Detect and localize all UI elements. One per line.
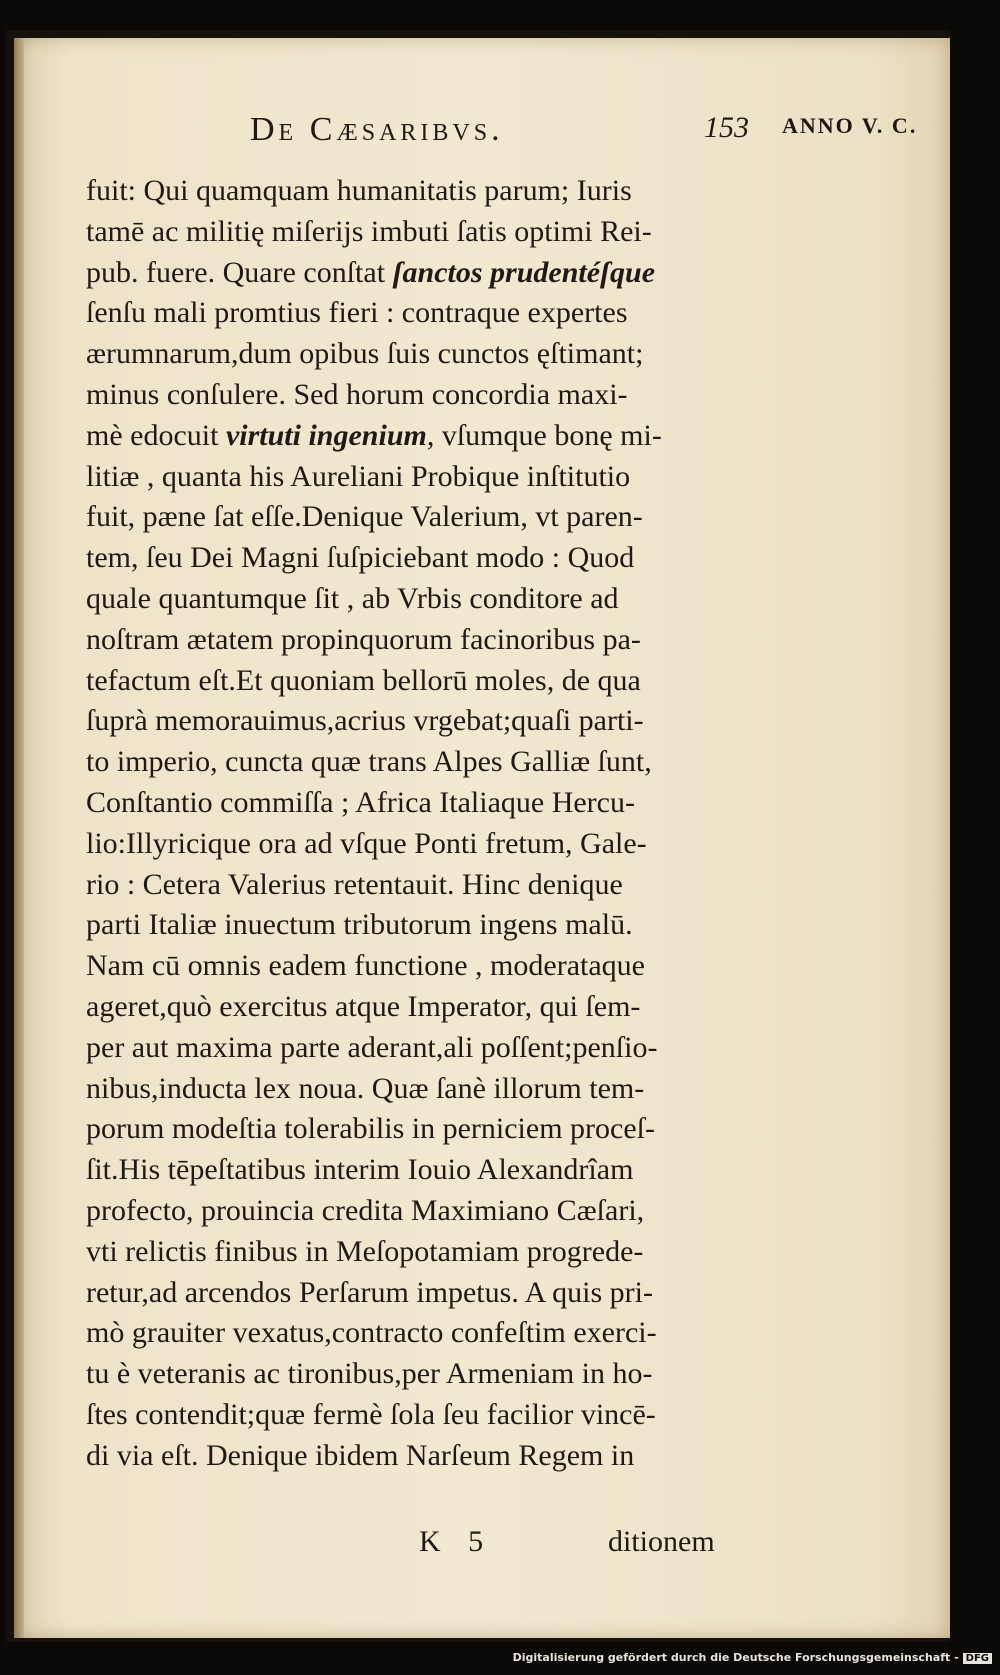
- digitization-credit: [513, 1651, 992, 1664]
- margin-note: ANNO V. C.: [782, 113, 918, 138]
- line-text: ſuprà memorauimus,acrius vrgebat;quaſi parti-: [86, 704, 644, 738]
- line-text: ageret,quò exercitus atque Imperator, qui ſem-: [86, 989, 641, 1023]
- text-line: [86, 905, 806, 946]
- text-line: [86, 1395, 806, 1436]
- line-text: litiæ , quanta his Aureliani Probique inſtitutio: [86, 459, 631, 493]
- line-text: mè edocuit: [86, 418, 226, 452]
- text-line: [86, 212, 806, 253]
- line-text: lio:Illyricique ora ad vſque Ponti fretum, Gale-: [86, 826, 647, 860]
- text-line: [86, 661, 806, 702]
- catchword: ditionem: [608, 1525, 715, 1558]
- text-line: [86, 987, 806, 1028]
- text-line: [86, 334, 806, 375]
- line-text: tem, ſeu Dei Magni ſuſpiciebant modo : Quod: [86, 541, 635, 575]
- page-footer: [14, 1525, 950, 1565]
- text-line: [86, 946, 806, 987]
- dfg-logo: DFG: [963, 1653, 992, 1664]
- text-line: [86, 497, 806, 538]
- line-text: pub. fuere. Quare conſtat: [86, 255, 393, 289]
- text-line: [86, 253, 806, 294]
- line-text: porum modeſtia tolerabilis in perniciem proceſ-: [86, 1112, 655, 1146]
- text-line: [86, 293, 806, 334]
- body-text: [86, 171, 806, 1477]
- page-number: 153: [704, 111, 749, 144]
- line-text: per aut maxima parte aderant,ali poſſent;penſio-: [86, 1030, 658, 1064]
- text-line: [86, 579, 806, 620]
- line-text: ærumnarum,dum opibus ſuis cunctos ęſtimant;: [86, 337, 644, 371]
- line-text: ſenſu mali promtius fieri : contraque expertes: [86, 296, 628, 330]
- text-line: [86, 701, 806, 742]
- italic-emphasis: virtuti ingenium: [225, 418, 427, 452]
- text-line: [86, 1354, 806, 1395]
- text-line: [86, 1150, 806, 1191]
- text-line: [86, 1232, 806, 1273]
- line-text: ſit.His tēpeſtatibus interim Iouio Alexandrîam: [86, 1153, 634, 1187]
- line-text: fuit, pæne ſat eſſe.Denique Valerium, vt paren-: [86, 500, 643, 534]
- text-line: [86, 416, 806, 457]
- running-title: De Cæsaribvs.: [250, 111, 504, 148]
- line-text: noſtram ætatem propinquorum facinoribus pa-: [86, 622, 641, 656]
- running-head: [250, 111, 970, 151]
- text-line: [86, 1191, 806, 1232]
- line-text: parti Italiæ inuectum tributorum ingens malū.: [86, 908, 633, 942]
- line-text: di via eſt. Denique ibidem Narſeum Regem in: [86, 1438, 635, 1472]
- text-line: [86, 1273, 806, 1314]
- line-text: retur,ad arcendos Perſarum impetus. A quis pri-: [86, 1275, 653, 1309]
- line-text: tu è veteranis ac tironibus,per Armeniam in ho-: [86, 1357, 653, 1391]
- line-text-after: , vſumque bonę mi-: [426, 418, 662, 452]
- line-text: quale quantumque ſit , ab Vrbis conditore ad: [86, 581, 619, 615]
- line-text: rio : Cetera Valerius retentauit. Hinc denique: [86, 867, 623, 901]
- text-line: [86, 783, 806, 824]
- line-text: vti relictis finibus in Meſopotamiam progrede-: [86, 1234, 644, 1268]
- text-line: [86, 824, 806, 865]
- line-text: Nam cū omnis eadem functione , moderataque: [86, 949, 645, 983]
- text-line: [86, 457, 806, 498]
- line-text: minus conſulere. Sed horum concordia maxi-: [86, 377, 628, 411]
- line-text: to imperio, cuncta quæ trans Alpes Galliæ ſunt,: [86, 745, 652, 779]
- text-line: [86, 1436, 806, 1477]
- text-line: [86, 1028, 806, 1069]
- text-line: [86, 1109, 806, 1150]
- text-line: [86, 1313, 806, 1354]
- line-text: tefactum eſt.Et quoniam bellorū moles, de qua: [86, 663, 641, 697]
- line-text: Conſtantio commiſſa ; Africa Italiaque Hercu-: [86, 785, 635, 819]
- italic-emphasis: ſanctos prudentéſque: [392, 255, 656, 289]
- text-line: [86, 1069, 806, 1110]
- text-line: [86, 171, 806, 212]
- signature-mark: K 5: [419, 1525, 494, 1558]
- text-line: [86, 865, 806, 906]
- line-text: nibus,inducta lex noua. Quæ ſanè illorum tem-: [86, 1071, 645, 1105]
- text-line: [86, 620, 806, 661]
- line-text: mò grauiter vexatus,contracto confeſtim exerci-: [86, 1316, 657, 1350]
- line-text: profecto, prouincia credita Maximiano Cæſari,: [86, 1193, 645, 1227]
- line-text: ſtes contendit;quæ fermè ſola ſeu facilior vincē-: [86, 1397, 656, 1431]
- book-page: [14, 38, 950, 1638]
- credit-text: Digitalisierung gefördert durch die Deutsche Forschungsgemeinschaft -: [512, 1651, 959, 1664]
- text-line: [86, 538, 806, 579]
- line-text: tamē ac militię miſerijs imbuti ſatis optimi Rei-: [86, 214, 652, 248]
- text-line: [86, 375, 806, 416]
- text-line: [86, 742, 806, 783]
- line-text: fuit: Qui quamquam humanitatis parum; Iuris: [86, 174, 632, 207]
